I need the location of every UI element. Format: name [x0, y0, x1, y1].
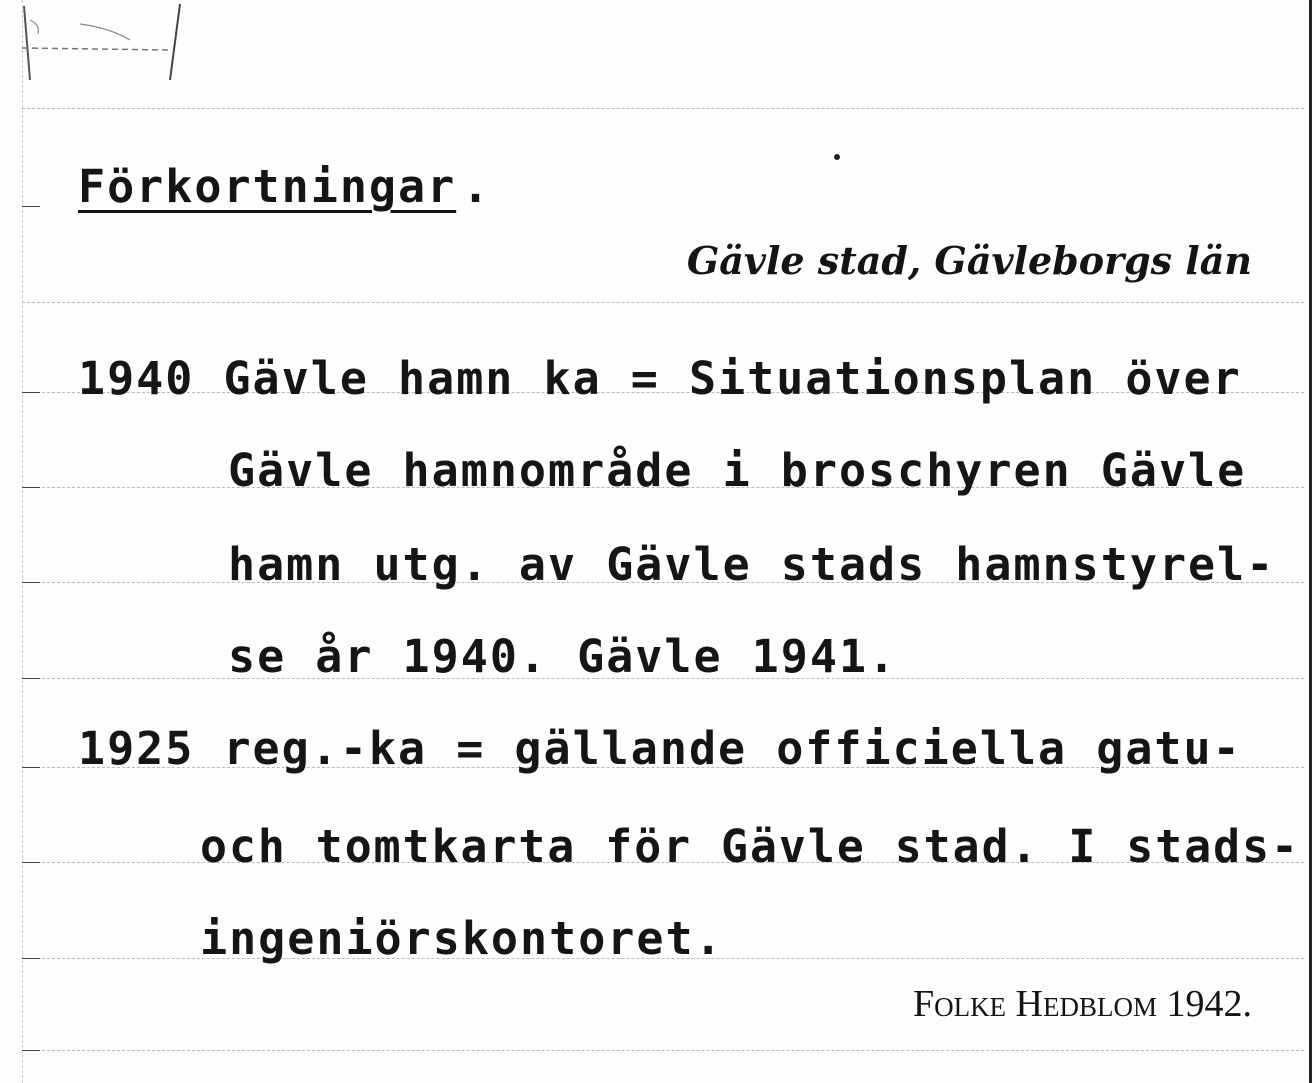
margin-tick	[22, 582, 40, 583]
entry-2-line-1: 1925 reg.-ka = gällande officiella gatu-	[78, 722, 1242, 775]
author-signature-stamp: Folke Hedblom 1942.	[912, 983, 1252, 1025]
margin-tick	[22, 1050, 40, 1051]
margin-tick	[22, 487, 40, 488]
ruled-line	[22, 302, 1304, 303]
card-heading: Förkortningar	[78, 160, 457, 213]
pencil-scribble-mark	[20, 0, 200, 90]
ruled-line	[22, 1050, 1304, 1051]
margin-tick	[22, 958, 40, 959]
entry-1-line-2: Gävle hamnområde i broschyren Gävle	[228, 444, 1247, 497]
ruled-line	[22, 108, 1304, 109]
margin-tick	[22, 392, 40, 393]
entry-2-line-3: ingeniörskontoret.	[200, 912, 724, 965]
card-right-edge	[1309, 0, 1312, 1083]
entry-1-line-4: se år 1940. Gävle 1941.	[228, 630, 898, 683]
place-stamp: Gävle stad, Gävleborgs län	[686, 238, 1252, 283]
margin-tick	[22, 862, 40, 863]
entry-1-line-1: 1940 Gävle hamn ka = Situationsplan över	[78, 352, 1242, 405]
entry-2-line-2: och tomtkarta för Gävle stad. I stads-	[200, 820, 1300, 873]
card-left-edge	[22, 0, 23, 1083]
ink-dot	[834, 154, 840, 160]
margin-tick	[22, 678, 40, 679]
card-heading-period: .	[462, 160, 492, 213]
margin-tick	[22, 206, 40, 207]
margin-tick	[22, 767, 40, 768]
entry-1-line-3: hamn utg. av Gävle stads hamnstyrel-	[228, 538, 1276, 591]
